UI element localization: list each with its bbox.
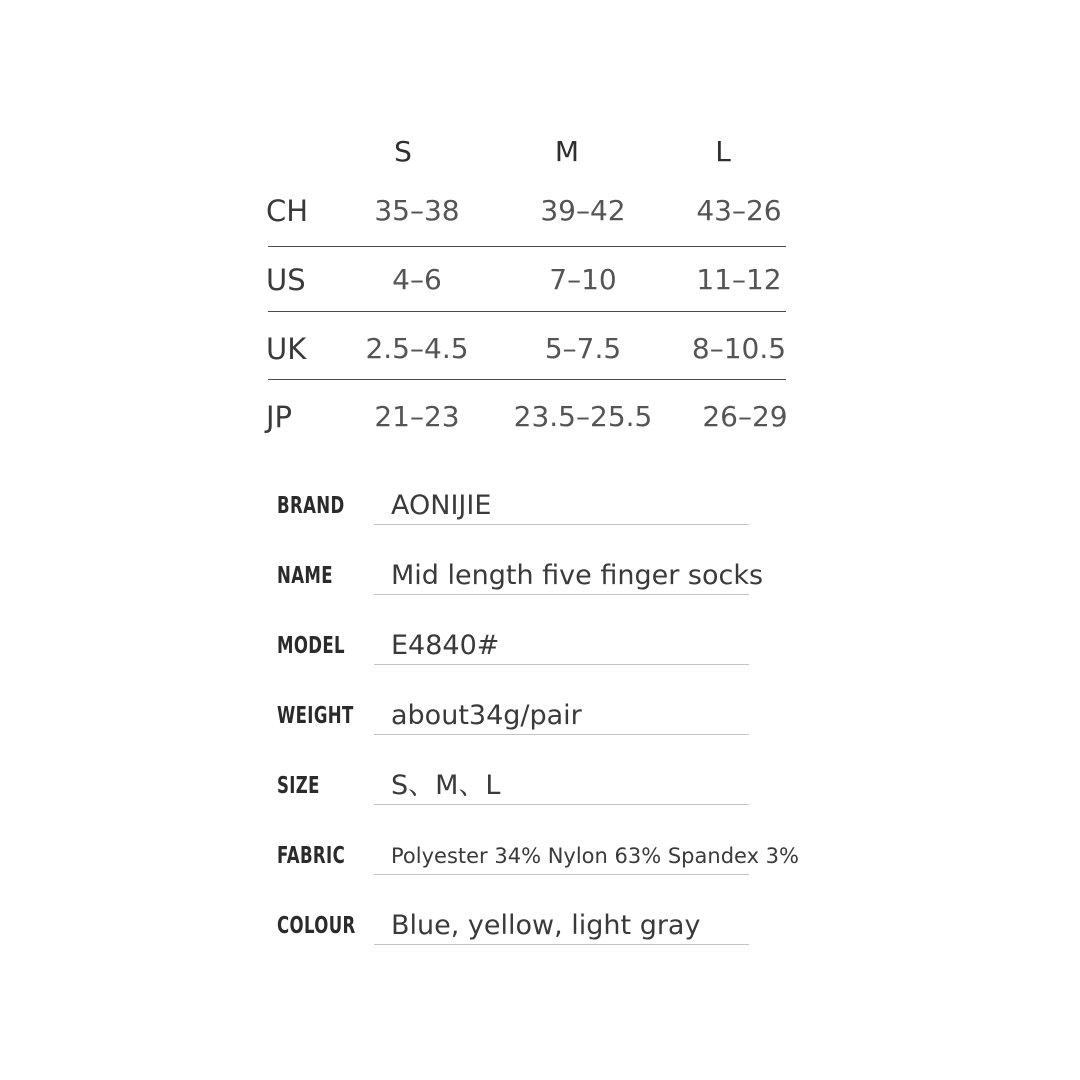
spec-row-fabric bbox=[0, 821, 1080, 891]
spec-underline bbox=[374, 944, 749, 945]
column-header-l: L bbox=[715, 135, 731, 168]
size-cell: 21–23 bbox=[374, 400, 460, 433]
spec-row-colour bbox=[0, 891, 1080, 961]
spec-label: SIZE bbox=[277, 773, 320, 799]
size-cell: 23.5–25.5 bbox=[513, 400, 653, 433]
spec-label: WEIGHT bbox=[277, 703, 354, 729]
spec-row-name bbox=[0, 541, 1080, 611]
size-cell: 35–38 bbox=[374, 194, 460, 227]
spec-row-model bbox=[0, 611, 1080, 681]
spec-row-size bbox=[0, 751, 1080, 821]
spec-value: Polyester 34% Nylon 63% Spandex 3% bbox=[391, 844, 799, 868]
spec-row-brand bbox=[0, 471, 1080, 541]
size-cell: 26–29 bbox=[702, 400, 788, 433]
size-cell: 39–42 bbox=[540, 194, 626, 227]
spec-underline bbox=[374, 734, 749, 735]
region-label: UK bbox=[266, 332, 307, 366]
size-cell: 8–10.5 bbox=[691, 332, 787, 365]
size-cell: 43–26 bbox=[696, 194, 782, 227]
region-label: US bbox=[266, 263, 306, 297]
size-cell: 2.5–4.5 bbox=[365, 332, 469, 365]
spec-value: Mid length five finger socks bbox=[391, 560, 764, 591]
row-divider bbox=[268, 311, 786, 312]
spec-underline bbox=[374, 594, 749, 595]
spec-value: E4840# bbox=[391, 630, 500, 661]
spec-row-weight bbox=[0, 681, 1080, 751]
region-label: JP bbox=[266, 400, 293, 434]
spec-value: AONIJIE bbox=[391, 490, 492, 521]
spec-underline bbox=[374, 524, 749, 525]
spec-label: BRAND bbox=[277, 493, 345, 519]
size-row-us bbox=[0, 255, 1080, 305]
size-chart-table bbox=[0, 0, 1080, 460]
spec-label: FABRIC bbox=[277, 843, 346, 869]
spec-value: Blue, yellow, light gray bbox=[391, 910, 701, 941]
size-row-jp bbox=[0, 392, 1080, 442]
size-cell: 4–6 bbox=[392, 263, 442, 296]
region-label: CH bbox=[266, 194, 309, 228]
row-divider bbox=[268, 379, 786, 380]
spec-underline bbox=[374, 804, 749, 805]
spec-label: MODEL bbox=[277, 633, 345, 659]
spec-underline bbox=[374, 664, 749, 665]
size-row-uk bbox=[0, 324, 1080, 374]
column-header-s: S bbox=[394, 135, 412, 168]
spec-value: S、M、L bbox=[391, 770, 501, 801]
spec-value: about34g/pair bbox=[391, 700, 582, 731]
size-row-ch bbox=[0, 186, 1080, 236]
size-cell: 7–10 bbox=[549, 263, 617, 296]
row-divider bbox=[268, 246, 786, 247]
size-cell: 5–7.5 bbox=[544, 332, 622, 365]
column-header-m: M bbox=[554, 135, 580, 168]
spec-underline bbox=[374, 874, 749, 875]
spec-label: COLOUR bbox=[277, 913, 356, 939]
spec-label: NAME bbox=[277, 563, 333, 589]
size-cell: 11–12 bbox=[696, 263, 782, 296]
